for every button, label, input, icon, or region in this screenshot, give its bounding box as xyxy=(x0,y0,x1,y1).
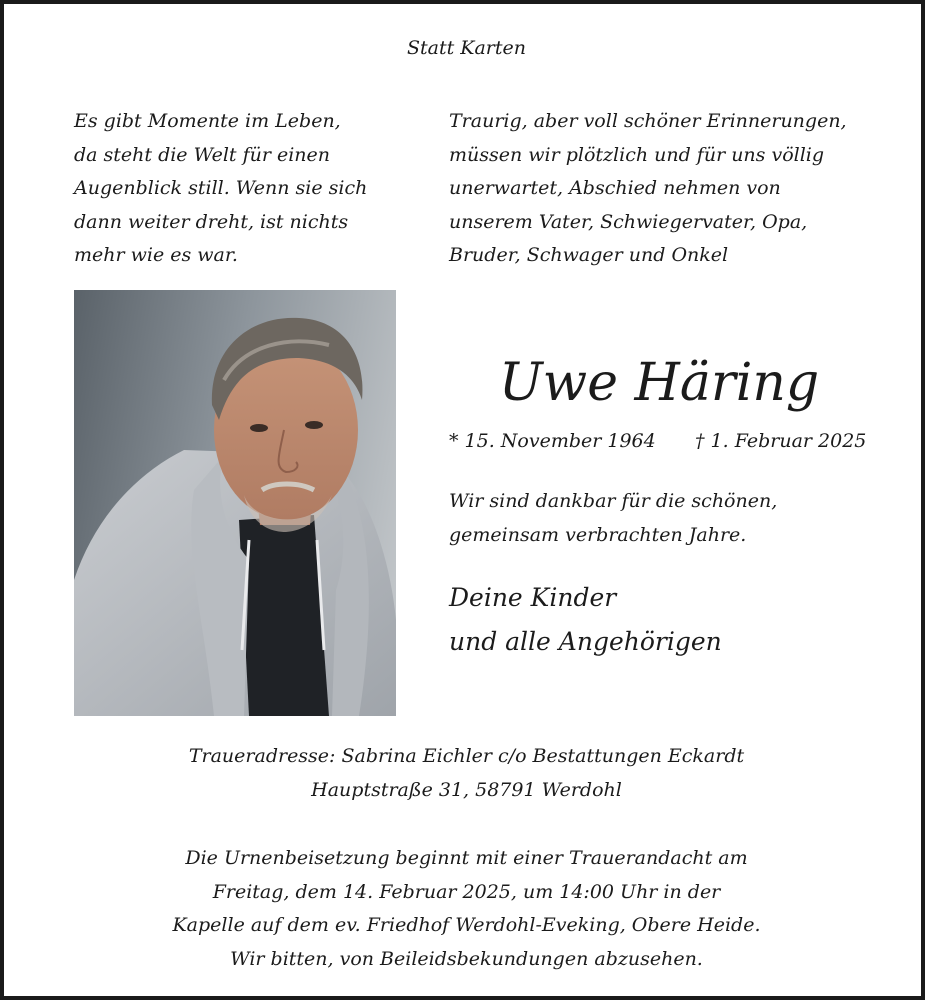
deceased-name: Uwe Häring xyxy=(498,353,820,413)
intro-line: Bruder, Schwager und Onkel xyxy=(449,244,729,266)
intro-line: unerwartet, Abschied nehmen von xyxy=(449,177,781,199)
quote-line: Es gibt Momente im Leben, xyxy=(74,110,341,132)
mourning-address xyxy=(4,740,925,807)
thanks-line: Wir sind dankbar für die schönen, xyxy=(449,490,778,512)
quote-line: dann weiter dreht, ist nichts xyxy=(74,210,349,233)
signature-line: und alle Angehörigen xyxy=(449,627,722,656)
service-line: Kapelle auf dem ev. Friedhof Werdohl-Eveking, Obere Heide. xyxy=(172,914,761,936)
thanks-line: gemeinsam verbrachten Jahre. xyxy=(449,523,747,546)
intro-line: müssen wir plötzlich und für uns völlig xyxy=(449,143,825,166)
funeral-service-info xyxy=(4,842,925,976)
quote-line: da steht die Welt für einen xyxy=(74,143,330,166)
announcement-intro xyxy=(449,105,847,273)
memorial-quote xyxy=(74,105,367,273)
birth-date: * 15. November 1964 xyxy=(449,430,656,452)
service-line: Wir bitten, von Beileidsbekundungen abzusehen. xyxy=(230,947,703,970)
gratitude-text xyxy=(449,485,777,552)
intro-line: Traurig, aber voll schöner Erinnerungen, xyxy=(449,110,847,132)
header-statt-karten: Statt Karten xyxy=(406,37,526,59)
portrait-illustration xyxy=(74,290,396,716)
address-line: Traueradresse: Sabrina Eichler c/o Bestattungen Eckardt xyxy=(188,745,745,767)
signature-line: Deine Kinder xyxy=(449,583,617,612)
address-line: Hauptstraße 31, 58791 Werdohl xyxy=(311,778,622,801)
quote-line: mehr wie es war. xyxy=(74,244,238,266)
portrait-photo xyxy=(74,290,396,716)
intro-line: unserem Vater, Schwiegervater, Opa, xyxy=(449,210,808,233)
death-date: † 1. Februar 2025 xyxy=(695,430,867,452)
service-line: Freitag, dem 14. Februar 2025, um 14:00 Uhr in der xyxy=(212,880,721,903)
quote-line: Augenblick still. Wenn sie sich xyxy=(74,177,368,199)
mourners-signature xyxy=(449,576,722,664)
service-line: Die Urnenbeisetzung beginnt mit einer Trauerandacht am xyxy=(185,847,748,869)
